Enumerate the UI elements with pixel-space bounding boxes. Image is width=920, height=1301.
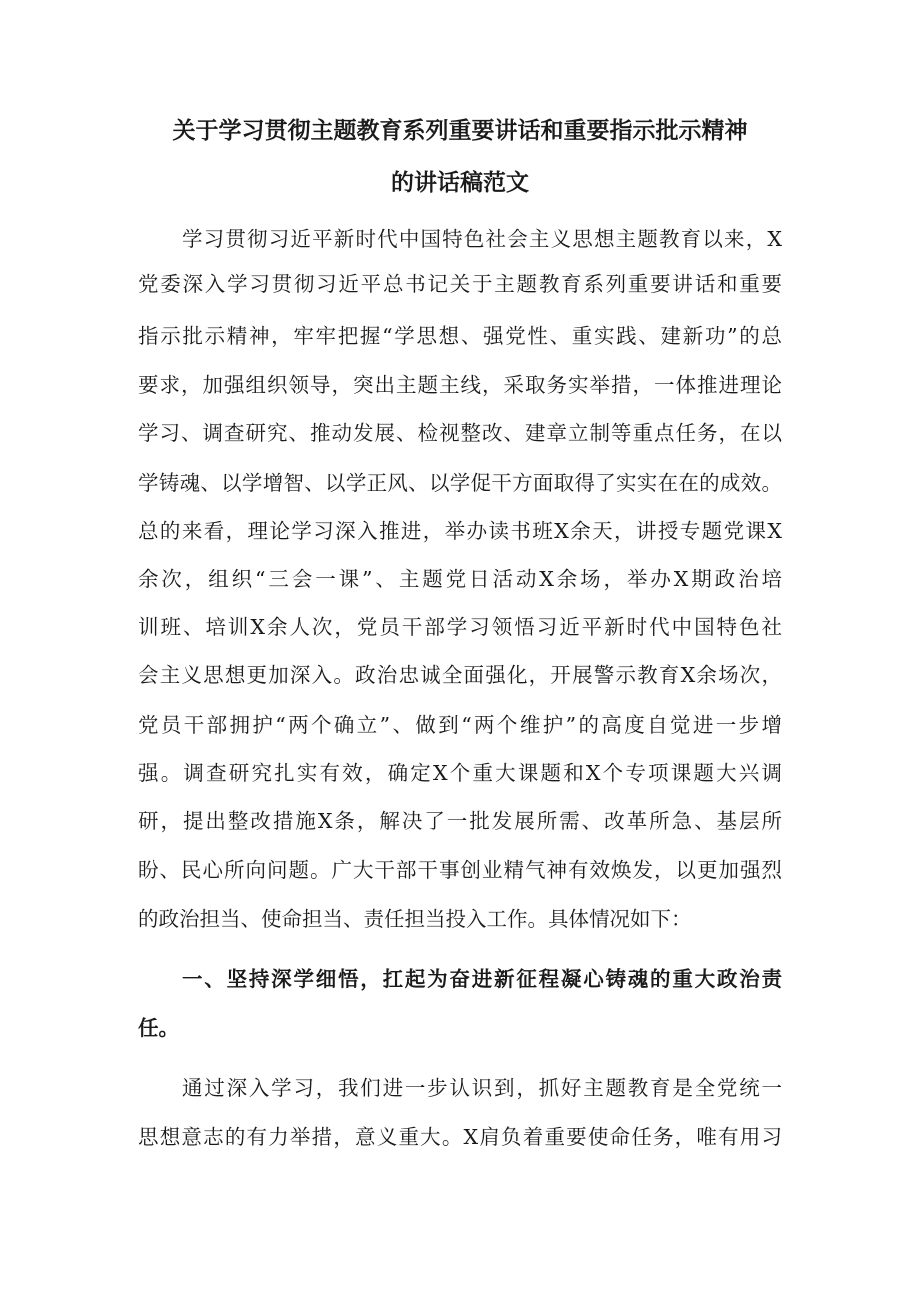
paragraph-line: 指示批示精神，牢牢把握“学思想、强党性、重实践、建新功”的总 — [138, 324, 782, 348]
paragraph-line: 要求，加强组织领导，突出主题主线，采取务实举措，一体推进理论 — [138, 373, 782, 397]
paragraph-line: 研，提出整改措施X条，解决了一批发展所需、改革所急、基层所 — [138, 809, 782, 833]
paragraph-line: 总的来看，理论学习深入推进，举办读书班X余天，讲授专题党课X — [138, 519, 782, 543]
section-heading-line: 任。 — [138, 1016, 179, 1040]
paragraph-line: 的政治担当、使命担当、责任担当投入工作。具体情况如下： — [138, 907, 692, 931]
paragraph-line: 思想意志的有力举措，意义重大。X肩负着重要使命任务，唯有用习 — [138, 1125, 782, 1149]
section-heading-line: 一、坚持深学细悟，扛起为奋进新征程凝心铸魂的重大政治责 — [182, 967, 782, 991]
paragraph-line: 余次，组织“三会一课”、主题党日活动X余场，举办X期政治培 — [138, 567, 782, 591]
document-title-line-2: 的讲话稿范文 — [391, 170, 529, 196]
paragraph-line: 会主义思想更加深入。政治忠诚全面强化，开展警示教育X余场次， — [138, 663, 782, 687]
paragraph-line: 通过深入学习，我们进一步认识到，抓好主题教育是全党统一 — [182, 1076, 782, 1100]
paragraph-line: 党委深入学习贯彻习近平总书记关于主题教育系列重要讲话和重要 — [138, 272, 782, 296]
paragraph-line: 强。调查研究扎实有效，确定X个重大课题和X个专项课题大兴调 — [138, 761, 782, 785]
paragraph-line: 学习、调查研究、推动发展、检视整改、建章立制等重点任务，在以 — [138, 421, 782, 445]
paragraph-line: 盼、民心所向问题。广大干部干事创业精气神有效焕发，以更加强烈 — [138, 858, 782, 882]
paragraph-line: 党员干部拥护“两个确立”、做到“两个维护”的高度自觉进一步增 — [138, 713, 782, 737]
paragraph-line: 训班、培训X余人次，党员干部学习领悟习近平新时代中国特色社 — [138, 615, 782, 639]
document-title-line-1: 关于学习贯彻主题教育系列重要讲话和重要指示批示精神 — [172, 118, 748, 144]
paragraph-line: 学铸魂、以学增智、以学正风、以学促干方面取得了实实在在的成效。 — [138, 471, 782, 495]
paragraph-line: 学习贯彻习近平新时代中国特色社会主义思想主题教育以来，X — [182, 227, 782, 251]
